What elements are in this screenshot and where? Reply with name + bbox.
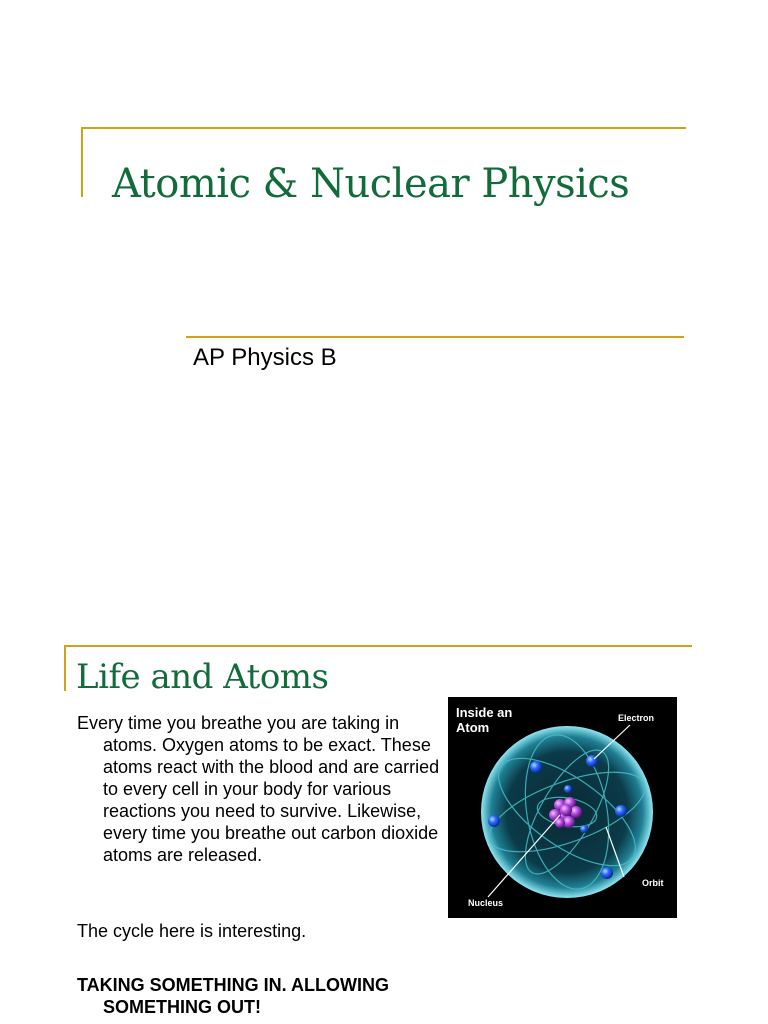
content-top-rule: [64, 645, 692, 647]
label-orbit: Orbit: [642, 878, 664, 888]
content-left-rule: [64, 645, 66, 691]
body-paragraph-cycle: The cycle here is interesting.: [77, 921, 307, 941]
atom-illustration: [448, 697, 677, 918]
title-left-rule: [81, 127, 83, 197]
electron-particle: [580, 825, 588, 833]
atom-diagram: [448, 697, 677, 918]
electron-particle: [488, 815, 500, 827]
label-electron: Electron: [618, 713, 655, 723]
electron-particle: [601, 867, 613, 879]
body-paragraph-emphasis: TAKING SOMETHING IN. ALLOWING SOMETHING OUT!: [77, 975, 389, 1017]
slide-subtitle: AP Physics B: [193, 344, 337, 371]
electron-particle: [530, 761, 542, 773]
figure-title-line2: Atom: [456, 720, 490, 735]
electron-particle: [564, 785, 572, 793]
title-top-rule: [81, 127, 686, 129]
subtitle-rule: [186, 336, 684, 338]
label-nucleus: Nucleus: [468, 898, 504, 908]
electron-particle: [615, 805, 627, 817]
slide-title: Atomic & Nuclear Physics: [112, 161, 630, 207]
body-paragraph-breathing: Every time you breathe you are taking in atoms. Oxygen atoms to be exact. These atoms react with the blood and are carried to every cell in your body for various reactions you need to survive. Likewise, every time you breathe out carbon dioxide atoms are released.: [77, 713, 440, 865]
content-title: Life and Atoms: [76, 657, 329, 697]
figure-title-line1: Inside an: [456, 705, 513, 720]
